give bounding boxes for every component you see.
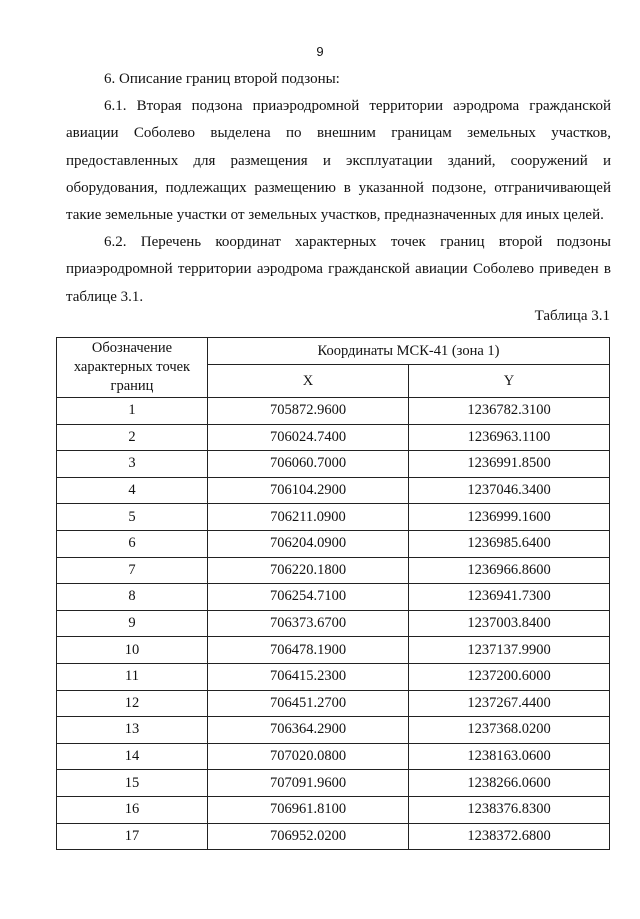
x-coordinate-cell: 706220.1800 bbox=[208, 557, 409, 584]
paragraph-6-2: 6.2. Перечень координат характерных точек границ второй подзоны приаэродромной территории аэродрома гражданской авиации Соболево приведен в таблице 3.1. bbox=[66, 234, 611, 305]
y-coordinate-cell: 1236941.7300 bbox=[409, 584, 610, 611]
x-coordinate-cell: 706373.6700 bbox=[208, 610, 409, 637]
x-coordinate-cell: 706415.2300 bbox=[208, 663, 409, 690]
table-row bbox=[57, 796, 610, 823]
y-coordinate-cell: 1237200.6000 bbox=[409, 663, 610, 690]
x-coordinate-cell: 707091.9600 bbox=[208, 770, 409, 797]
x-coordinate-cell: 706204.0900 bbox=[208, 530, 409, 557]
point-number-cell: 7 bbox=[57, 557, 208, 584]
table-row bbox=[57, 477, 610, 504]
point-number-cell: 10 bbox=[57, 637, 208, 664]
y-coordinate-cell: 1236999.1600 bbox=[409, 504, 610, 531]
point-number-cell: 17 bbox=[57, 823, 208, 850]
point-number-cell: 9 bbox=[57, 610, 208, 637]
table-row bbox=[57, 637, 610, 664]
y-coordinate-cell: 1238376.8300 bbox=[409, 796, 610, 823]
point-number-cell: 14 bbox=[57, 743, 208, 770]
table-row bbox=[57, 451, 610, 478]
x-coordinate-cell: 706364.2900 bbox=[208, 717, 409, 744]
x-coordinate-cell: 706952.0200 bbox=[208, 823, 409, 850]
point-number-cell: 1 bbox=[57, 398, 208, 425]
point-number-cell: 5 bbox=[57, 504, 208, 531]
table-row bbox=[57, 557, 610, 584]
y-coordinate-cell: 1236991.8500 bbox=[409, 451, 610, 478]
header-y: Y bbox=[409, 365, 610, 398]
table-row bbox=[57, 717, 610, 744]
point-number-cell: 8 bbox=[57, 584, 208, 611]
table-row bbox=[57, 530, 610, 557]
point-number-cell: 6 bbox=[57, 530, 208, 557]
page-number: 9 bbox=[316, 44, 324, 59]
header-coordinates: Координаты МСК-41 (зона 1) bbox=[208, 338, 610, 365]
table-row bbox=[57, 504, 610, 531]
table-row bbox=[57, 823, 610, 850]
y-coordinate-cell: 1238266.0600 bbox=[409, 770, 610, 797]
y-coordinate-cell: 1236782.3100 bbox=[409, 398, 610, 425]
table-row bbox=[57, 770, 610, 797]
y-coordinate-cell: 1238163.0600 bbox=[409, 743, 610, 770]
table-row bbox=[57, 663, 610, 690]
x-coordinate-cell: 705872.9600 bbox=[208, 398, 409, 425]
table-row bbox=[57, 398, 610, 425]
y-coordinate-cell: 1236985.6400 bbox=[409, 530, 610, 557]
y-coordinate-cell: 1238372.6800 bbox=[409, 823, 610, 850]
x-coordinate-cell: 706211.0900 bbox=[208, 504, 409, 531]
section-heading: 6. Описание границ второй подзоны: bbox=[104, 71, 340, 87]
coordinates-table bbox=[56, 337, 610, 850]
table-caption: Таблица 3.1 bbox=[534, 308, 610, 324]
y-coordinate-cell: 1237046.3400 bbox=[409, 477, 610, 504]
x-coordinate-cell: 706104.2900 bbox=[208, 477, 409, 504]
table-body bbox=[57, 398, 610, 850]
y-coordinate-cell: 1237368.0200 bbox=[409, 717, 610, 744]
table-row bbox=[57, 424, 610, 451]
table-row bbox=[57, 690, 610, 717]
point-number-cell: 3 bbox=[57, 451, 208, 478]
x-coordinate-cell: 707020.0800 bbox=[208, 743, 409, 770]
point-number-cell: 15 bbox=[57, 770, 208, 797]
header-point-designation: Обозначение характерных точек границ bbox=[57, 338, 208, 398]
point-number-cell: 4 bbox=[57, 477, 208, 504]
y-coordinate-cell: 1236966.8600 bbox=[409, 557, 610, 584]
x-coordinate-cell: 706478.1900 bbox=[208, 637, 409, 664]
point-number-cell: 11 bbox=[57, 663, 208, 690]
y-coordinate-cell: 1237267.4400 bbox=[409, 690, 610, 717]
point-number-cell: 12 bbox=[57, 690, 208, 717]
x-coordinate-cell: 706024.7400 bbox=[208, 424, 409, 451]
y-coordinate-cell: 1237003.8400 bbox=[409, 610, 610, 637]
point-number-cell: 2 bbox=[57, 424, 208, 451]
point-number-cell: 16 bbox=[57, 796, 208, 823]
table-row bbox=[57, 584, 610, 611]
y-coordinate-cell: 1237137.9900 bbox=[409, 637, 610, 664]
y-coordinate-cell: 1236963.1100 bbox=[409, 424, 610, 451]
x-coordinate-cell: 706961.8100 bbox=[208, 796, 409, 823]
paragraph-6-1: 6.1. Вторая подзона приаэродромной территории аэродрома гражданской авиации Соболево выделена по внешним границам земельных участков, предоставленных для размещения и эксплуатации зданий, сооружений и оборудования, подлежащих размещению в указанной подзоне, отграничивающей такие земельные участки от земельных участков, предназначенных для иных целей. bbox=[66, 98, 611, 224]
header-x: X bbox=[208, 365, 409, 398]
table-row bbox=[57, 610, 610, 637]
x-coordinate-cell: 706254.7100 bbox=[208, 584, 409, 611]
x-coordinate-cell: 706451.2700 bbox=[208, 690, 409, 717]
point-number-cell: 13 bbox=[57, 717, 208, 744]
table-row bbox=[57, 743, 610, 770]
x-coordinate-cell: 706060.7000 bbox=[208, 451, 409, 478]
